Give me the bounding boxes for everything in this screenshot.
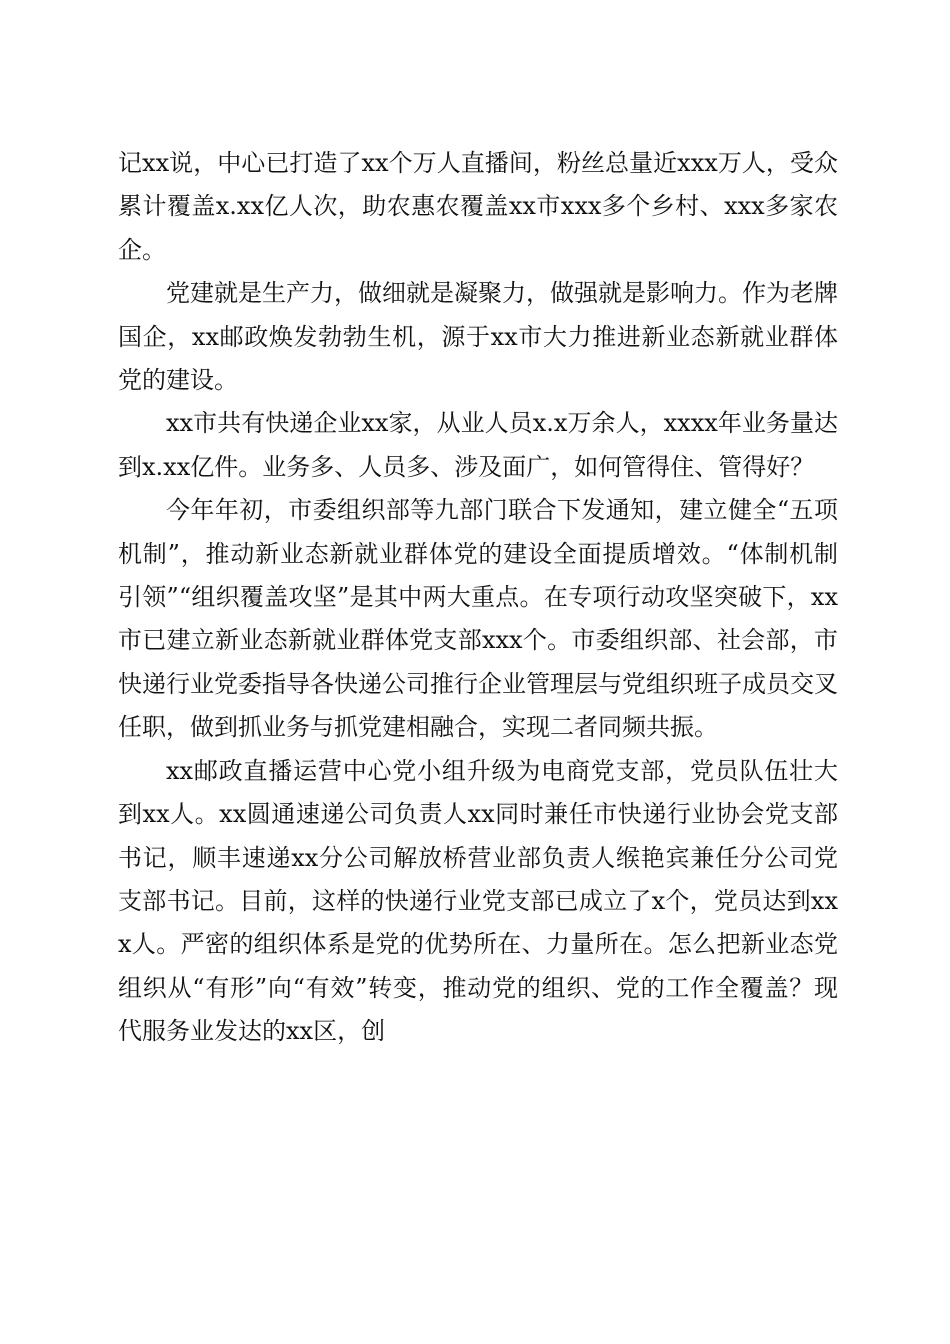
paragraph: 党建就是生产力，做细就是凝聚力，做强就是影响力。作为老牌国企，xx邮政焕发勃勃生机，源于xx市大力推进新业态新就业群体党的建设。 <box>118 279 838 395</box>
document-body <box>118 142 838 1054</box>
paragraph: xx市共有快递企业xx家，从业人员x.x万余人，xxxx年业务量达到x.xx亿件。业务多、人员多、涉及面广，如何管得住、管得好？ <box>118 409 838 481</box>
paragraph: 今年年初，市委组织部等九部门联合下发通知，建立健全“五项机制”，推动新业态新就业群体党的建设全面提质增效。“体制机制引领”“组织覆盖攻坚”是其中两大重点。在专项行动攻坚突破下，xx市已建立新业态新就业群体党支部xxx个。市委组织部、社会部，市快递行业党委指导各快递公司推行企业管理层与党组织班子成员交叉任职，做到抓业务与抓党建相融合，实现二者同频共振。 <box>118 496 838 742</box>
paragraph: xx邮政直播运营中心党小组升级为电商党支部，党员队伍壮大到xx人。xx圆通速递公司负责人xx同时兼任市快递行业协会党支部书记，顺丰速递xx分公司解放桥营业部负责人缑艳宾兼任分公司党支部书记。目前，这样的快递行业党支部已成立了x个，党员达到xxx人。严密的组织体系是党的优势所在、力量所在。怎么把新业态党组织从“有形”向“有效”转变，推动党的组织、党的工作全覆盖？现代服务业发达的xx区，创 <box>118 756 838 1046</box>
paragraph-continued: 记xx说，中心已打造了xx个万人直播间，粉丝总量近xxx万人，受众累计覆盖x.xx亿人次，助农惠农覆盖xx市xxx多个乡村、xxx多家农企。 <box>118 149 838 264</box>
